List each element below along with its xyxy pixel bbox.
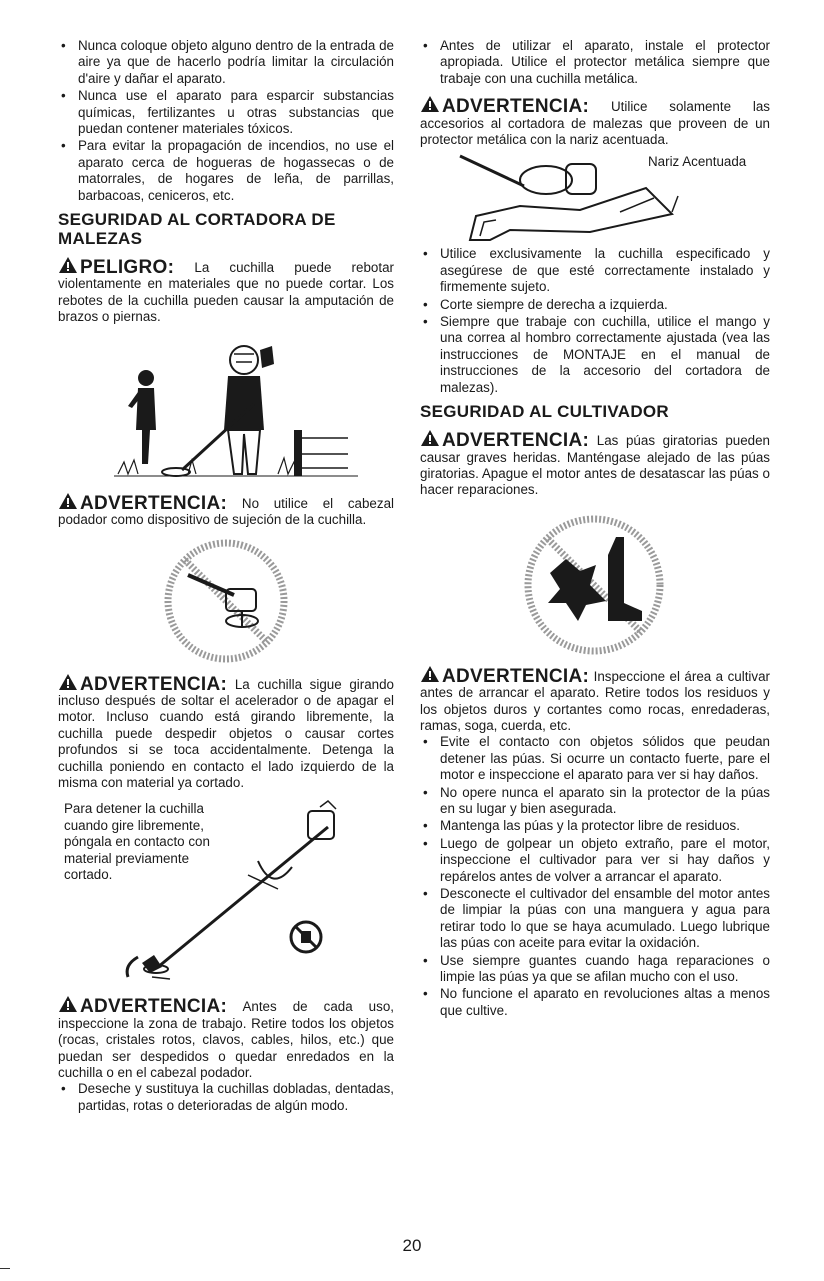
list-item: • Mantenga las púas y la protector libre de residuos. — [420, 818, 770, 834]
warning-triangle-icon — [58, 256, 78, 274]
warning-triangle-icon — [58, 995, 78, 1013]
warning-cabezal-text: No utilice el cabezal podador como dispositivo de sujeción de la cuchilla. — [58, 495, 394, 528]
warning-sigue-heading: ADVERTENCIA: — [80, 673, 228, 695]
pointed-nose-label: Nariz Acentuada — [648, 154, 747, 170]
warning-triangle-icon — [58, 492, 78, 510]
list-item: • Para evitar la propagación de incendios, no use el aparato cerca de hogueras de hogassecas o de matorrales, de hogares de leña, de parrillas, barbacoas, ceniceros, etc. — [58, 138, 394, 204]
warning-sigue-text: La cuchilla sigue girando incluso después de soltar el acelerador o de apagar el motor. Incluso cuando está girando libremente, la cuchilla puede despedir objetos o causar cortes profundos si se toca accidentalmente. Detenga la cuchilla poniendo en contacto el lado izquierdo de la misma con material ya cortado. — [58, 676, 394, 790]
right-mid-bullets — [420, 246, 770, 396]
list-item: • Evite el contacto con objetos sólidos que peudan detener las púas. Si ocurre un contacto fuerte, pare el motor e inspeccione el aparato para ver si hay daños. — [420, 734, 770, 783]
section-title-cultivador: SEGURIDAD AL CULTIVADOR — [420, 402, 669, 422]
warning-accesorios-heading: ADVERTENCIA: — [442, 96, 590, 118]
pointed-nose-shield-figure — [420, 150, 770, 242]
peligro-heading: PELIGRO: — [80, 257, 175, 279]
peligro-warning — [58, 256, 394, 326]
page-number: 20 — [402, 1236, 422, 1255]
list-item: • Luego de golpear un objeto extraño, pare el motor, inspeccione el cultivador para ver si hay daños y repárelos antes de volver a arrancar el aparato. — [420, 836, 770, 885]
right-bottom-bullets — [420, 734, 770, 1019]
section-title-cortadora: SEGURIDAD AL CORTADORA DE MALEZAS — [58, 210, 336, 249]
warning-inspeccione-heading: ADVERTENCIA: — [442, 665, 590, 687]
warning-inspeccione — [420, 665, 770, 735]
warning-sigue — [58, 673, 394, 792]
left-bottom-bullets — [58, 1081, 394, 1114]
kickback-figure — [58, 334, 394, 484]
list-item: • Use siempre guantes cuando haga reparaciones o limpie las púas ya que se afilan mucho con el uso. — [420, 953, 770, 986]
warning-antes-heading: ADVERTENCIA: — [80, 996, 228, 1018]
list-item: • Nunca coloque objeto alguno dentro de la entrada de aire ya que de hacerlo podría limitar la circulación d'aire y dañar el aparato. — [58, 38, 394, 87]
left-top-bullets — [58, 38, 394, 204]
stop-blade-figure — [58, 797, 394, 987]
figure-caption: Para detener la cuchilla cuando gire libremente, póngala en contacto con material previamente cortado. — [64, 801, 210, 882]
right-top-bullets — [420, 38, 770, 87]
no-trimmer-head-figure — [58, 535, 394, 665]
left-column — [58, 38, 394, 1115]
list-item: • Siempre que trabaje con cuchilla, utilice el mango y una correa al hombro correctamente ajustada (vea las instrucciones de MONTAJE en el manual de instrucciones de la accesorio del cortadora de malezas). — [420, 314, 770, 396]
warning-puas — [420, 429, 770, 499]
crop-mark — [0, 1268, 10, 1269]
list-item: • Deseche y sustituya la cuchillas dobladas, dentadas, partidas, rotas o deterioradas de algún modo. — [58, 1081, 394, 1114]
bystander-and-operator-illustration — [58, 334, 394, 484]
list-item: • Corte siempre de derecha a izquierda. — [420, 297, 770, 313]
tine-hazard-illustration — [420, 507, 770, 657]
list-item: • Antes de utilizar el aparato, instale el protector apropiada. Utilice el protector metálica siempre que trabaje con una cuchilla metálica. — [420, 38, 770, 87]
warning-triangle-icon — [58, 673, 78, 691]
warning-cabezal — [58, 492, 394, 529]
warning-antes — [58, 995, 394, 1081]
right-column — [420, 38, 770, 1020]
warning-accesorios-text: Utilice solamente las accesorios al cortadora de malezas que proveen de un protector metálica con la nariz acentuada. — [420, 99, 770, 148]
warning-triangle-icon — [420, 665, 440, 683]
peligro-text: La cuchilla puede rebotar violentamente en materiales que no puede cortar. Los rebotes de la cuchilla pueden causar la amputación de brazos o piernas. — [58, 260, 394, 325]
warning-inspeccione-text: Inspeccione el área a cultivar antes de arrancar el aparato. Retire todos los residuos y los objetos duros y cortantes como rocas, enredaderas, ramas, soga, cuerda, etc. — [420, 668, 770, 733]
warning-cabezal-heading: ADVERTENCIA: — [80, 492, 228, 514]
list-item: • No opere nunca el aparato sin la protector de la púas en su lugar y bien asegurada. — [420, 785, 770, 818]
rotating-tines-figure — [420, 507, 770, 657]
warning-antes-text: Antes de cada uso, inspeccione la zona de trabajo. Retire todos los objetos (rocas, cristales rotos, clavos, cables, hilos, etc.) que puedan ser despedidos o quedar enredados en la cuchilla o en el cabezal podador. — [58, 999, 394, 1080]
list-item: • No funcione el aparato en revoluciones altas a menos que cultive. — [420, 986, 770, 1019]
warning-triangle-icon — [420, 429, 440, 447]
prohibited-trimmer-head-illustration — [58, 535, 394, 665]
list-item: • Desconecte el cultivador del ensamble del motor antes de limpiar la púas con una manguera y agua para retirar todo lo que se haya acumulado. Luego lubrique las púas con aceite para evitar la oxidación. — [420, 886, 770, 952]
list-item: • Utilice exclusivamente la cuchilla especificado y asegúrese de que esté correctamente instalado y firmemente sujeto. — [420, 246, 770, 295]
list-item: • Nunca use el aparato para esparcir substancias químicas, fertilizantes u otras substancias que puedan contener materiales tóxicos. — [58, 88, 394, 137]
warning-puas-text: Las púas giratorias pueden causar graves heridas. Manténgase alejado de las púas giratorias. Apague el motor antes de desatascar las púas o hacer reparaciones. — [420, 433, 770, 498]
warning-triangle-icon — [420, 95, 440, 113]
warning-puas-heading: ADVERTENCIA: — [442, 430, 590, 452]
warning-accesorios — [420, 95, 770, 148]
